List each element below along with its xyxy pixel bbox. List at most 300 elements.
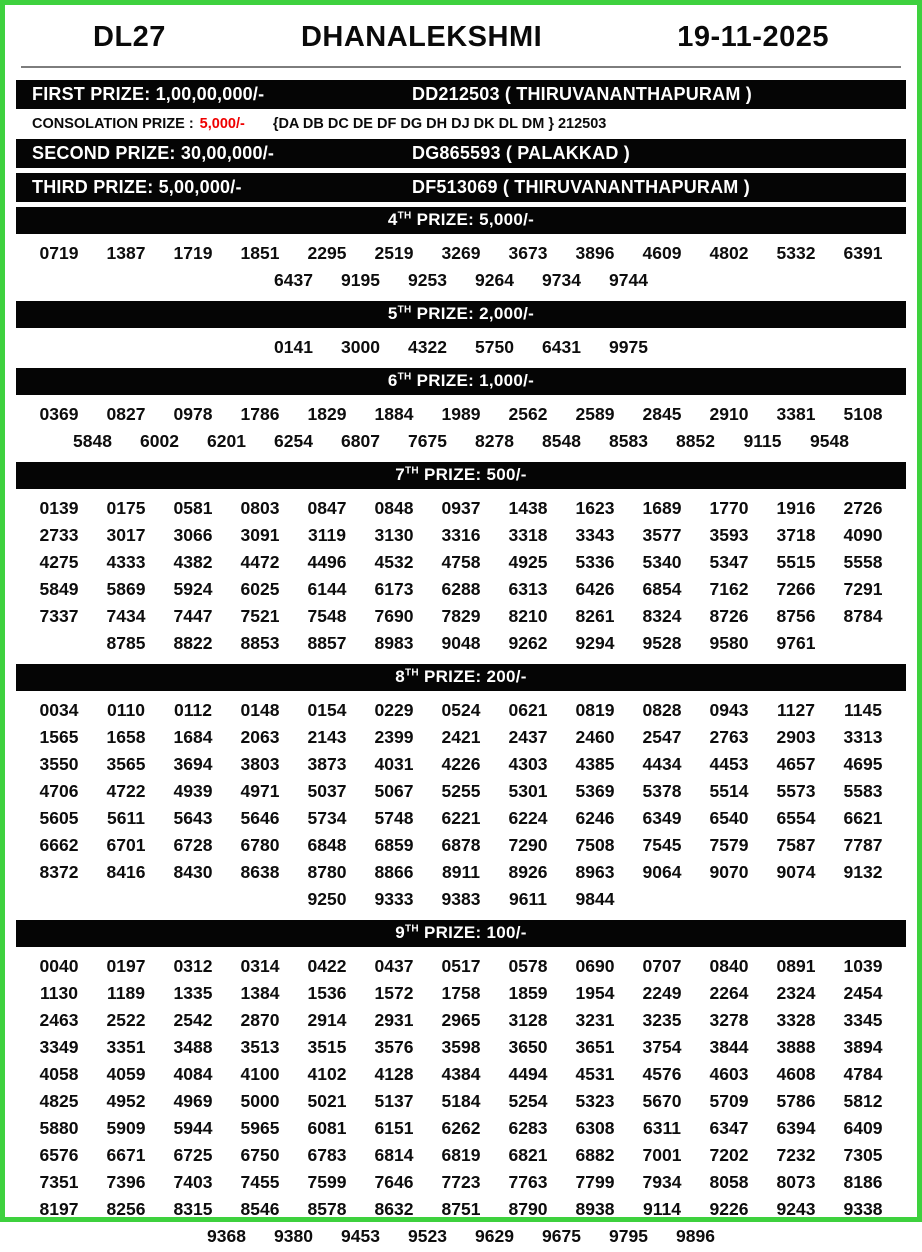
- prize-number: 5965: [240, 1118, 280, 1138]
- prize-number: 8866: [374, 862, 414, 882]
- prize-number: 7290: [508, 835, 548, 855]
- prize-number: 0197: [106, 956, 146, 976]
- prize-number: 9226: [709, 1199, 749, 1219]
- numbers-9th-prize: [5, 952, 917, 1252]
- prize-number: 7455: [240, 1172, 280, 1192]
- prize-number: 9114: [643, 1199, 681, 1219]
- prize-number: 0229: [374, 700, 414, 720]
- prize-number: 4303: [508, 754, 548, 774]
- prize-number: 1770: [709, 498, 749, 518]
- prize-number: 8256: [106, 1199, 146, 1219]
- prize-number: 2143: [307, 727, 347, 747]
- prize-number: 0524: [441, 700, 481, 720]
- prize-number: 7434: [106, 606, 146, 626]
- prize-number: 5301: [508, 781, 548, 801]
- prize-number: 8857: [307, 633, 347, 653]
- prize-number: 6347: [709, 1118, 749, 1138]
- prize-number: 4784: [843, 1064, 883, 1084]
- prize-number: 2399: [374, 727, 414, 747]
- prize-number: 3091: [240, 525, 280, 545]
- prize-number: 8548: [542, 431, 581, 451]
- prize-number: 0707: [642, 956, 682, 976]
- prize-number: 3894: [843, 1037, 883, 1057]
- prize-number: 0110: [107, 700, 145, 720]
- lottery-code: DL27: [93, 21, 166, 53]
- prize-number: 1623: [575, 498, 615, 518]
- prize-number: 1829: [307, 404, 347, 424]
- prize-number: 8372: [39, 862, 79, 882]
- prize-number: 8756: [776, 606, 816, 626]
- prize-number: 3000: [341, 337, 380, 357]
- prize-number: 8785: [106, 633, 146, 653]
- prize-number: 3318: [508, 525, 548, 545]
- prize-number: 3754: [642, 1037, 682, 1057]
- prize-number: 3313: [843, 727, 883, 747]
- prize-number: 7675: [408, 431, 447, 451]
- prize-number: 6262: [441, 1118, 481, 1138]
- consolation-amount: 5,000/-: [199, 116, 245, 132]
- prize-number: 6780: [240, 835, 280, 855]
- prize-number: 7723: [441, 1172, 481, 1192]
- prize-number: 5514: [709, 781, 749, 801]
- prize-number: 8751: [441, 1199, 481, 1219]
- prize-number: 4128: [374, 1064, 414, 1084]
- prize-number: 7587: [776, 835, 816, 855]
- prize-number: 6540: [709, 808, 749, 828]
- prize-number: 5944: [173, 1118, 213, 1138]
- prize-number: 3896: [575, 243, 615, 263]
- prize-number: 5255: [441, 781, 481, 801]
- prize-number: 5786: [776, 1091, 816, 1111]
- prize-number: 4576: [642, 1064, 682, 1084]
- prize-number: 9734: [542, 270, 581, 290]
- prize-number: 6725: [173, 1145, 213, 1165]
- prize-number: 1572: [374, 983, 414, 1003]
- prize-number: 9795: [609, 1226, 648, 1246]
- section-header-9th-prize: 9TH PRIZE: 100/-: [16, 920, 906, 947]
- first-prize-label: FIRST PRIZE: 1,00,00,000/-: [32, 84, 265, 104]
- prize-number: 6224: [508, 808, 548, 828]
- consolation-label: CONSOLATION PRIZE :: [32, 116, 194, 132]
- prize-number: 6246: [575, 808, 615, 828]
- prize-number: 7162: [709, 579, 749, 599]
- prize-number: 9368: [207, 1226, 246, 1246]
- prize-number: 1039: [843, 956, 883, 976]
- prize-number: 4609: [642, 243, 682, 263]
- prize-number: 6848: [307, 835, 347, 855]
- prize-number: 6308: [575, 1118, 615, 1138]
- prize-number: 7291: [843, 579, 883, 599]
- prize-number: 7396: [106, 1172, 146, 1192]
- prize-number: 8416: [106, 862, 146, 882]
- prize-number: 3513: [240, 1037, 280, 1057]
- prize-number: 9294: [575, 633, 615, 653]
- prize-number: 3803: [240, 754, 280, 774]
- prize-number: 8822: [173, 633, 213, 653]
- prize-number: 7232: [776, 1145, 816, 1165]
- prize-number: 9629: [475, 1226, 514, 1246]
- prize-number: 3650: [508, 1037, 548, 1057]
- prize-number: 6882: [575, 1145, 615, 1165]
- prize-number: 4226: [441, 754, 481, 774]
- prize-number: 6662: [39, 835, 79, 855]
- prize-number: 5558: [843, 552, 883, 572]
- prize-number: 4382: [173, 552, 213, 572]
- prize-number: 4434: [642, 754, 682, 774]
- numbers-7th-prize: [5, 494, 917, 659]
- prize-number: 6621: [843, 808, 883, 828]
- prize-number: 5573: [776, 781, 816, 801]
- prize-number: 7001: [642, 1145, 682, 1165]
- prize-number: 5848: [73, 431, 112, 451]
- prize-number: 0148: [240, 700, 280, 720]
- prize-number: 7351: [39, 1172, 79, 1192]
- numbers-8th-prize: [5, 696, 917, 915]
- prize-number: 4531: [575, 1064, 615, 1084]
- prize-number: 0621: [508, 700, 548, 720]
- first-prize-bar: [16, 80, 906, 109]
- prize-number: 6144: [307, 579, 347, 599]
- prize-number: 2437: [508, 727, 548, 747]
- prize-number: 9264: [475, 270, 514, 290]
- prize-number: 9250: [307, 889, 347, 909]
- prize-number: 5611: [107, 808, 145, 828]
- top-prizes: [5, 80, 917, 202]
- prize-number: 7690: [374, 606, 414, 626]
- prize-number: 0314: [240, 956, 280, 976]
- prize-number: 0840: [709, 956, 749, 976]
- first-prize-winner: DD212503 ( THIRUVANANTHAPURAM ): [412, 84, 752, 104]
- consolation-series: {DA DB DC DE DF DG DH DJ DK DL DM } 212503: [272, 116, 607, 132]
- prize-number: 6554: [776, 808, 816, 828]
- third-prize-label: THIRD PRIZE: 5,00,000/-: [32, 177, 242, 197]
- prize-number: 9528: [642, 633, 682, 653]
- prize-number: 0139: [39, 498, 79, 518]
- prize-number: 5646: [240, 808, 280, 828]
- prize-number: 1851: [240, 243, 280, 263]
- prize-number: 7579: [709, 835, 749, 855]
- prize-number: 7599: [307, 1172, 347, 1192]
- prize-number: 3718: [776, 525, 816, 545]
- prize-number: 4722: [106, 781, 146, 801]
- prize-number: 4608: [776, 1064, 816, 1084]
- prize-number: 6426: [575, 579, 615, 599]
- prize-number: 7403: [173, 1172, 213, 1192]
- prize-number: 0312: [173, 956, 213, 976]
- prize-number: 3694: [173, 754, 213, 774]
- prize-number: 9453: [341, 1226, 380, 1246]
- prize-number: 2870: [240, 1010, 280, 1030]
- prize-number: 6859: [374, 835, 414, 855]
- prize-number: 3351: [106, 1037, 146, 1057]
- prize-number: 2726: [843, 498, 883, 518]
- prize-number: 4384: [441, 1064, 481, 1084]
- prize-number: 5000: [240, 1091, 280, 1111]
- prize-number: 4758: [441, 552, 481, 572]
- prize-number: 9611: [509, 889, 547, 909]
- numbers-4th-prize: [5, 239, 917, 296]
- prize-number: 2264: [709, 983, 749, 1003]
- prize-number: 3844: [709, 1037, 749, 1057]
- prize-number: 5184: [441, 1091, 481, 1111]
- prize-number: 0112: [174, 700, 212, 720]
- prize-number: 2249: [642, 983, 682, 1003]
- prize-number: 3328: [776, 1010, 816, 1030]
- prize-number: 5583: [843, 781, 883, 801]
- prize-number: 1916: [776, 498, 816, 518]
- title-bar: [5, 5, 917, 58]
- prize-number: 4059: [106, 1064, 146, 1084]
- prize-number: 9132: [843, 862, 883, 882]
- prize-number: 0175: [106, 498, 146, 518]
- prize-number: 1684: [173, 727, 213, 747]
- prize-number: 5515: [776, 552, 816, 572]
- prize-number: 3550: [39, 754, 79, 774]
- prize-number: 5137: [374, 1091, 414, 1111]
- prize-number: 3381: [776, 404, 816, 424]
- prize-number: 4496: [307, 552, 347, 572]
- prize-number: 3515: [307, 1037, 347, 1057]
- prize-number: 3017: [106, 525, 146, 545]
- prize-number: 0978: [173, 404, 213, 424]
- prize-number: 4939: [173, 781, 213, 801]
- prize-number: 9523: [408, 1226, 447, 1246]
- prize-number: 4100: [240, 1064, 280, 1084]
- prize-number: 2547: [642, 727, 682, 747]
- prize-number: 9064: [642, 862, 682, 882]
- prize-number: 8983: [374, 633, 414, 653]
- prize-number: 1189: [107, 983, 145, 1003]
- prize-number: 9675: [542, 1226, 581, 1246]
- prize-number: 3128: [508, 1010, 548, 1030]
- prize-number: 1689: [642, 498, 682, 518]
- prize-number: 8784: [843, 606, 883, 626]
- prize-number: 1565: [39, 727, 79, 747]
- prize-number: 2522: [106, 1010, 146, 1030]
- prize-number: 2910: [709, 404, 749, 424]
- prize-number: 2542: [173, 1010, 213, 1030]
- prize-number: 6283: [508, 1118, 548, 1138]
- prize-number: 6854: [642, 579, 682, 599]
- prize-number: 6437: [274, 270, 313, 290]
- prize-number: 3345: [843, 1010, 883, 1030]
- prize-number: 9380: [274, 1226, 313, 1246]
- prize-number: 6394: [776, 1118, 816, 1138]
- prize-number: 1719: [173, 243, 213, 263]
- prize-number: 7508: [575, 835, 615, 855]
- prize-number: 0690: [575, 956, 615, 976]
- prize-number: 6002: [140, 431, 179, 451]
- prize-number: 8780: [307, 862, 347, 882]
- prize-number: 3873: [307, 754, 347, 774]
- prize-number: 5734: [307, 808, 347, 828]
- prize-number: 7266: [776, 579, 816, 599]
- prize-number: 5254: [508, 1091, 548, 1111]
- prize-number: 2519: [374, 243, 414, 263]
- prize-number: 1884: [374, 404, 414, 424]
- prize-number: 9333: [374, 889, 414, 909]
- prize-number: 3119: [308, 525, 346, 545]
- prize-number: 5643: [173, 808, 213, 828]
- prize-number: 3343: [575, 525, 615, 545]
- prize-number: 3316: [441, 525, 481, 545]
- prize-number: 9074: [776, 862, 816, 882]
- prize-number: 2063: [240, 727, 280, 747]
- prize-number: 7799: [575, 1172, 615, 1192]
- prize-number: 3488: [173, 1037, 213, 1057]
- prize-number: 6728: [173, 835, 213, 855]
- prize-number: 4322: [408, 337, 447, 357]
- prize-number: 8261: [575, 606, 615, 626]
- prize-sections: [5, 207, 917, 1252]
- prize-number: 5670: [642, 1091, 682, 1111]
- prize-number: 8938: [575, 1199, 615, 1219]
- prize-number: 5323: [575, 1091, 615, 1111]
- prize-number: 9195: [341, 270, 380, 290]
- prize-number: 4453: [709, 754, 749, 774]
- prize-number: 0828: [642, 700, 682, 720]
- prize-number: 3576: [374, 1037, 414, 1057]
- prize-number: 4969: [173, 1091, 213, 1111]
- prize-number: 1859: [508, 983, 548, 1003]
- section-header-5th-prize: 5TH PRIZE: 2,000/-: [16, 301, 906, 328]
- prize-number: 7787: [843, 835, 883, 855]
- prize-number: 8790: [508, 1199, 548, 1219]
- prize-number: 8278: [475, 431, 514, 451]
- prize-number: 0847: [307, 498, 347, 518]
- prize-number: 3888: [776, 1037, 816, 1057]
- prize-number: 7646: [374, 1172, 414, 1192]
- prize-number: 5909: [106, 1118, 146, 1138]
- prize-number: 7763: [508, 1172, 548, 1192]
- prize-number: 1438: [508, 498, 548, 518]
- prize-number: 6576: [39, 1145, 79, 1165]
- prize-number: 6288: [441, 579, 481, 599]
- prize-number: 9975: [609, 337, 648, 357]
- prize-number: 9383: [441, 889, 481, 909]
- prize-number: 9580: [709, 633, 749, 653]
- consolation-row: [16, 114, 906, 134]
- prize-number: 6311: [643, 1118, 681, 1138]
- prize-number: 7305: [843, 1145, 883, 1165]
- prize-number: 4603: [709, 1064, 749, 1084]
- prize-number: 4472: [240, 552, 280, 572]
- prize-number: 9744: [609, 270, 648, 290]
- prize-number: 1989: [441, 404, 481, 424]
- prize-number: 2763: [709, 727, 749, 747]
- prize-number: 2903: [776, 727, 816, 747]
- prize-number: 6671: [106, 1145, 146, 1165]
- prize-number: 4090: [843, 525, 883, 545]
- prize-number: 3066: [173, 525, 213, 545]
- prize-number: 9115: [743, 431, 782, 451]
- prize-number: 5021: [307, 1091, 347, 1111]
- prize-number: 7337: [39, 606, 79, 626]
- prize-number: 5869: [106, 579, 146, 599]
- prize-number: 6819: [441, 1145, 481, 1165]
- prize-number: 0819: [575, 700, 615, 720]
- prize-number: 8578: [307, 1199, 347, 1219]
- prize-number: 8186: [843, 1172, 883, 1192]
- prize-number: 2845: [642, 404, 682, 424]
- prize-number: 4802: [709, 243, 749, 263]
- prize-number: 5849: [39, 579, 79, 599]
- prize-number: 3231: [575, 1010, 615, 1030]
- third-prize-winner: DF513069 ( THIRUVANANTHAPURAM ): [412, 177, 750, 197]
- prize-number: 7202: [709, 1145, 749, 1165]
- prize-number: 2454: [843, 983, 883, 1003]
- prize-number: 6878: [441, 835, 481, 855]
- prize-number: 3577: [642, 525, 682, 545]
- third-prize-bar: [16, 173, 906, 202]
- prize-number: 7934: [642, 1172, 682, 1192]
- prize-number: 7548: [307, 606, 347, 626]
- prize-number: 6221: [441, 808, 481, 828]
- prize-number: 4532: [374, 552, 414, 572]
- prize-number: 5709: [709, 1091, 749, 1111]
- prize-number: 5924: [173, 579, 213, 599]
- prize-number: 8324: [642, 606, 682, 626]
- prize-number: 4925: [508, 552, 548, 572]
- prize-number: 8852: [676, 431, 715, 451]
- prize-number: 5750: [475, 337, 514, 357]
- prize-number: 0891: [776, 956, 816, 976]
- numbers-5th-prize: [5, 333, 917, 363]
- prize-number: 1786: [240, 404, 280, 424]
- prize-number: 6081: [307, 1118, 347, 1138]
- prize-number: 2733: [39, 525, 79, 545]
- prize-number: 8926: [508, 862, 548, 882]
- prize-number: 3269: [441, 243, 481, 263]
- prize-number: 1335: [173, 983, 213, 1003]
- prize-number: 8632: [374, 1199, 414, 1219]
- prize-number: 2562: [508, 404, 548, 424]
- prize-number: 5378: [642, 781, 682, 801]
- prize-number: 8058: [709, 1172, 749, 1192]
- prize-number: 6701: [106, 835, 146, 855]
- prize-number: 3278: [709, 1010, 749, 1030]
- prize-number: 6750: [240, 1145, 280, 1165]
- prize-number: 5605: [39, 808, 79, 828]
- prize-number: 3565: [106, 754, 146, 774]
- prize-number: 5748: [374, 808, 414, 828]
- prize-number: 0141: [274, 337, 313, 357]
- second-prize-label: SECOND PRIZE: 30,00,000/-: [32, 143, 275, 163]
- prize-number: 1658: [106, 727, 146, 747]
- prize-number: 6821: [508, 1145, 548, 1165]
- prize-number: 5067: [374, 781, 414, 801]
- prize-number: 3598: [441, 1037, 481, 1057]
- prize-number: 0827: [106, 404, 146, 424]
- draw-date: 19-11-2025: [677, 21, 829, 53]
- prize-number: 4102: [307, 1064, 347, 1084]
- prize-number: 4058: [39, 1064, 79, 1084]
- prize-number: 2295: [307, 243, 347, 263]
- prize-number: 3349: [39, 1037, 79, 1057]
- second-prize-winner: DG865593 ( PALAKKAD ): [412, 143, 630, 163]
- prize-number: 8315: [173, 1199, 213, 1219]
- prize-number: 5336: [575, 552, 615, 572]
- prize-number: 5812: [843, 1091, 883, 1111]
- prize-number: 9548: [810, 431, 849, 451]
- prize-number: 0517: [441, 956, 481, 976]
- prize-number: 0422: [307, 956, 347, 976]
- prize-number: 1130: [40, 983, 78, 1003]
- prize-number: 1387: [106, 243, 146, 263]
- prize-number: 1536: [307, 983, 347, 1003]
- prize-number: 8430: [173, 862, 213, 882]
- prize-number: 0040: [39, 956, 79, 976]
